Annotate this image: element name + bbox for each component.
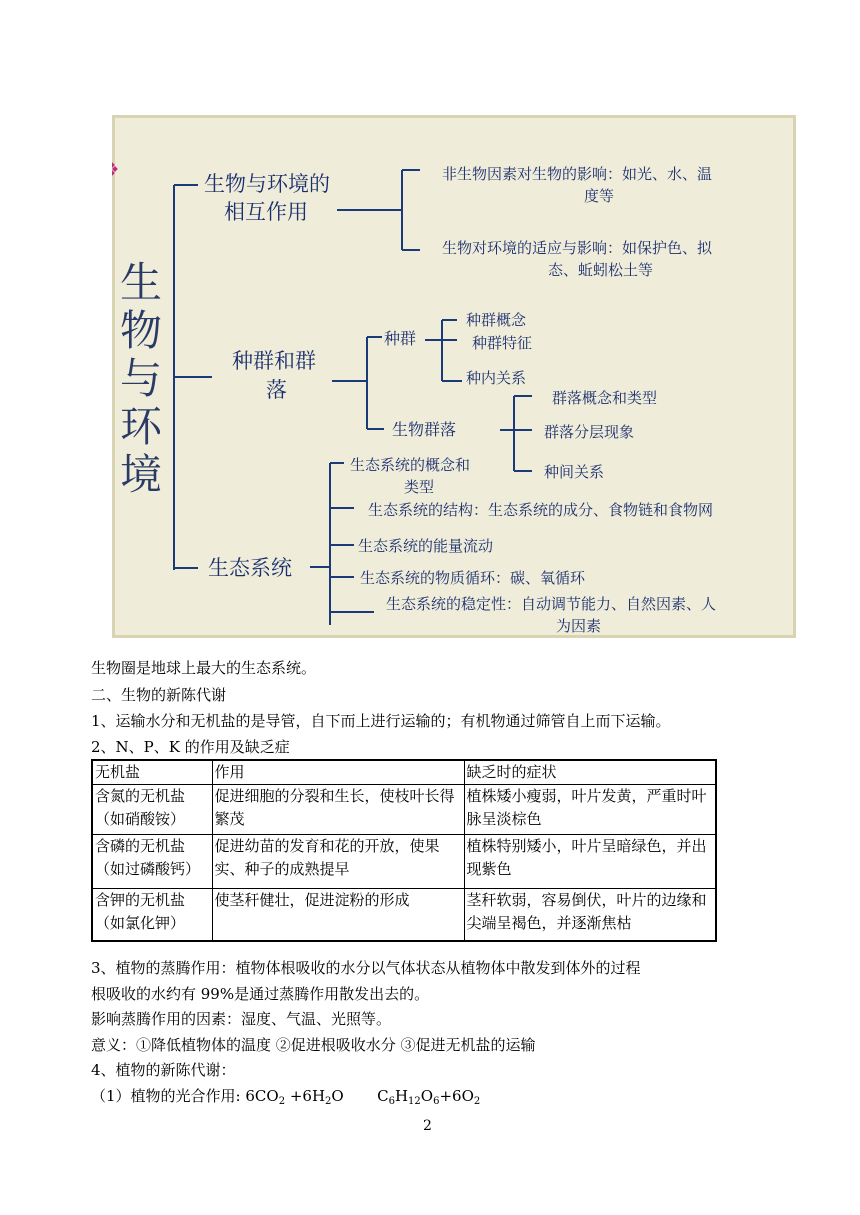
table-cell: 含磷的无机盐（如过磷酸钙） (92, 835, 212, 889)
node-label: 群落概念和类型 (552, 390, 658, 407)
formula-text: O (420, 1087, 434, 1105)
table-header-row (92, 760, 716, 785)
node-label: 生物对环境的适应与影响：如保护色、拟 (442, 240, 713, 257)
table-header-cell: 缺乏时的症状 (464, 760, 716, 785)
branch-label: 生态系统 (208, 557, 292, 580)
paragraph: 根吸收的水约有 99%是通过蒸腾作用散发出去的。 (91, 985, 430, 1003)
paragraph: 2、N、P、K 的作用及缺乏症 (91, 738, 290, 756)
node-label: 种群特征 (472, 335, 533, 352)
table-row (92, 835, 716, 889)
subscript: 2 (325, 1096, 332, 1107)
node-label: 生态系统的结构：生态系统的成分、食物链和食物网 (368, 502, 714, 519)
node-label: 种间关系 (544, 464, 605, 481)
table-row (92, 785, 716, 835)
table-cell: 含钾的无机盐（如氯化钾） (92, 889, 212, 941)
formula-text: +6H (285, 1087, 326, 1105)
root-char: 生 (120, 259, 163, 306)
node-label: 生物群落 (392, 422, 457, 439)
subscript: 12 (408, 1096, 421, 1107)
node-label: 种内关系 (466, 370, 527, 387)
branch-label: 生物与环境的 (204, 173, 330, 196)
paragraph: 3、植物的蒸腾作用：植物体根吸收的水分以气体状态从植物体中散发到体外的过程 (91, 959, 641, 977)
subscript: 2 (278, 1096, 286, 1107)
table-cell: 含氮的无机盐（如硝酸铵） (92, 785, 212, 835)
node-label: 种群 (384, 331, 417, 348)
node-label: 非生物因素对生物的影响：如光、水、温 (442, 166, 713, 183)
root-char: 物 (120, 307, 163, 354)
subscript: 6 (433, 1096, 440, 1107)
branch-label: 相互作用 (224, 201, 308, 224)
root-char: 境 (120, 451, 163, 498)
table-cell: 植株矮小瘦弱，叶片发黄，严重时叶脉呈淡棕色 (464, 785, 716, 835)
section-heading: 二、生物的新陈代谢 (91, 686, 227, 704)
branch-label: 落 (266, 379, 287, 402)
node-label: 群落分层现象 (544, 424, 635, 441)
root-char: 与 (120, 355, 163, 402)
formula-line (91, 1086, 480, 1112)
paragraph: 意义：①降低植物体的温度 ②促进根吸收水分 ③促进无机盐的运输 (91, 1036, 536, 1054)
paragraph: 影响蒸腾作用的因素：湿度、气温、光照等。 (91, 1010, 392, 1028)
paragraph: 生物圈是地球上最大的生态系统。 (91, 659, 317, 677)
node-label: 类型 (404, 479, 435, 496)
nutrient-table (91, 759, 717, 942)
table-header-cell: 无机盐 (92, 760, 212, 785)
mind-map-image (112, 115, 796, 638)
node-label: 为因素 (556, 618, 602, 635)
subscript: 2 (473, 1096, 481, 1107)
subscript: 6 (388, 1096, 395, 1107)
node-label: 生态系统的稳定性：自动调节能力、自然因素、人 (386, 596, 717, 613)
table-row (92, 889, 716, 941)
table-cell: 使茎秆健壮，促进淀粉的形成 (212, 889, 464, 941)
table-cell: 促进幼苗的发育和花的开放，使果实、种子的成熟提早 (212, 835, 464, 889)
formula-text: （1）植物的光合作用: 6CO (91, 1087, 279, 1105)
table-cell: 促进细胞的分裂和生长，使枝叶长得繁茂 (212, 785, 464, 835)
node-label: 种群概念 (466, 312, 527, 329)
table-cell: 茎秆软弱，容易倒伏，叶片的边缘和尖端呈褐色，并逐渐焦枯 (464, 889, 716, 941)
paragraph: 4、植物的新陈代谢： (91, 1061, 236, 1079)
node-label: 生态系统的物质循环：碳、氧循环 (360, 570, 586, 587)
formula-text: H (394, 1087, 409, 1105)
root-char: 环 (120, 403, 163, 450)
branch-label: 种群和群 (232, 350, 316, 373)
table-header-cell: 作用 (212, 760, 464, 785)
formula-text: O C (331, 1087, 389, 1105)
node-label: 度等 (584, 188, 615, 205)
page-number: 2 (423, 1118, 432, 1134)
node-label: 生态系统的概念和 (350, 457, 471, 474)
paragraph: 1、运输水分和无机盐的是导管，自下而上进行运输的；有机物通过筛管自上而下运输。 (91, 712, 671, 730)
node-label: 生态系统的能量流动 (358, 538, 494, 555)
root-label (120, 259, 164, 498)
formula-text: +6O (439, 1087, 474, 1105)
node-label: 态、蚯蚓松土等 (548, 262, 654, 279)
table-cell: 植株特别矮小，叶片呈暗绿色，并出现紫色 (464, 835, 716, 889)
